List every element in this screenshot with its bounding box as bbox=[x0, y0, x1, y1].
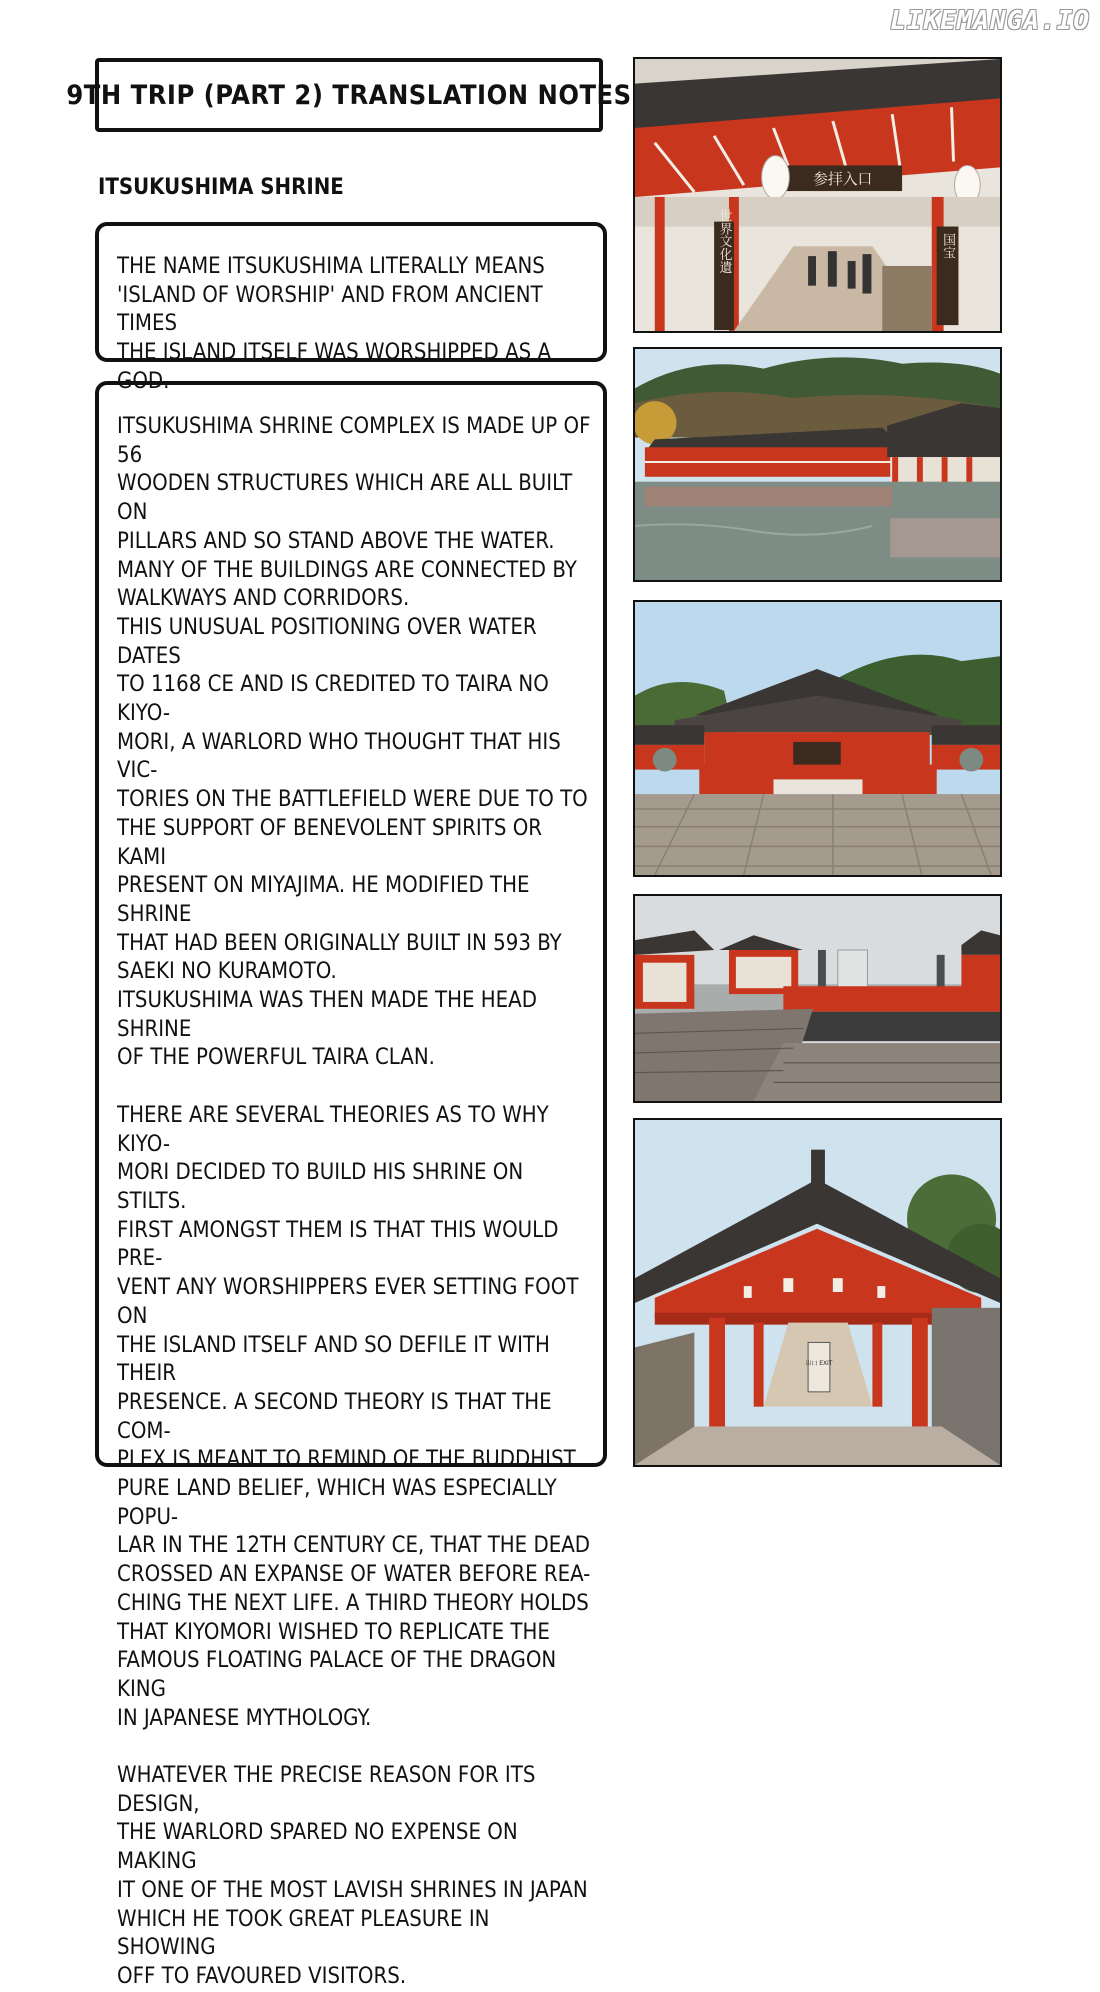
watermark: LIKEMANGA.IO bbox=[890, 6, 1090, 36]
title-box bbox=[66, 58, 632, 132]
photo-wet-deck bbox=[633, 894, 1002, 1103]
section-heading: ITSUKUSHIMA SHRINE bbox=[98, 175, 344, 200]
photo-shrine-over-water bbox=[633, 347, 1002, 582]
entrance-sign-text: 参拝入口 bbox=[813, 171, 873, 189]
note-box-history: ITSUKUSHIMA SHRINE COMPLEX IS MADE UP OF 56 WOODEN STRUCTURES WHICH ARE ALL BUILT ON PILLARS AND SO STAND ABOVE THE WATER. MANY OF THE BUILDINGS ARE CONNECTED BY WALKWAYS AND CORRIDORS. THIS UNUSUAL POSITIONING OVER WATER DATES TO 1168 CE AND IS CREDITED TO TAIRA NO KIYO- MORI, A WARLORD WHO THOUGHT THAT HIS VIC- TORIES ON THE BATTLEFIELD WERE DUE TO TO THE SUPPORT OF BENEVOLENT SPIRITS OR KAMI PRESENT ON MIYAJIMA. HE MODIFIED THE SHRINE THAT HAD BEEN ORIGINALLY BUILT IN 593 BY SAEKI NO KURAMOTO. ITSUKUSHIMA WAS THEN MADE THE HEAD SHRINE OF THE POWERFUL TAIRA CLAN. THERE ARE SEVERAL THEORIES AS TO WHY KIYO- MORI DECIDED TO BUILD HIS SHRINE ON STILTS. FIRST AMONGST THEM IS THAT THIS WOULD PRE- VENT ANY WORSHIPPERS EVER SETTING FOOT ON THE ISLAND ITSELF AND SO DEFILE IT WITH THEIR PRESENCE. A SECOND THEORY IS THAT THE COM- PLEX IS MEANT TO REMIND OF THE BUDDHIST PURE LAND BELIEF, WHICH WAS ESPECIALLY POPU- LAR IN THE 12TH CENTURY CE, THAT THE DEAD CROSSED AN EXPANSE OF WATER BEFORE REA- CHING THE NEXT LIFE. A THIRD THEORY HOLDS THAT KIYOMORI WISHED TO REPLICATE THE FAMOUS FLOATING PALACE OF THE DRAGON KING IN JAPANESE MYTHOLOGY. WHATEVER THE PRECISE REASON FOR ITS DESIGN, THE WARLORD SPARED NO EXPENSE ON MAKING IT ONE OF THE MOST LAVISH SHRINES IN JAPAN WHICH HE TOOK GREAT PLEASURE IN SHOWING OFF TO FAVOURED VISITORS. bbox=[95, 381, 607, 1467]
note-box-intro: THE NAME ITSUKUSHIMA LITERALLY MEANS 'ISLAND OF WORSHIP' AND FROM ANCIENT TIMES THE ISLAND ITSELF WAS WORSHIPPED AS A GOD. bbox=[95, 222, 607, 362]
national-treasure-sign-text: 国宝 bbox=[940, 233, 956, 260]
exit-sign-text: 出口 EXIT bbox=[805, 1360, 833, 1368]
photo-main-hall bbox=[633, 600, 1002, 877]
heritage-sign-text: 世界文化遺 bbox=[716, 209, 732, 274]
page-title: 9TH TRIP (PART 2) TRANSLATION NOTES bbox=[66, 79, 632, 111]
photo-exit-corridor bbox=[633, 1118, 1002, 1467]
photo-entrance-corridor bbox=[633, 57, 1002, 333]
